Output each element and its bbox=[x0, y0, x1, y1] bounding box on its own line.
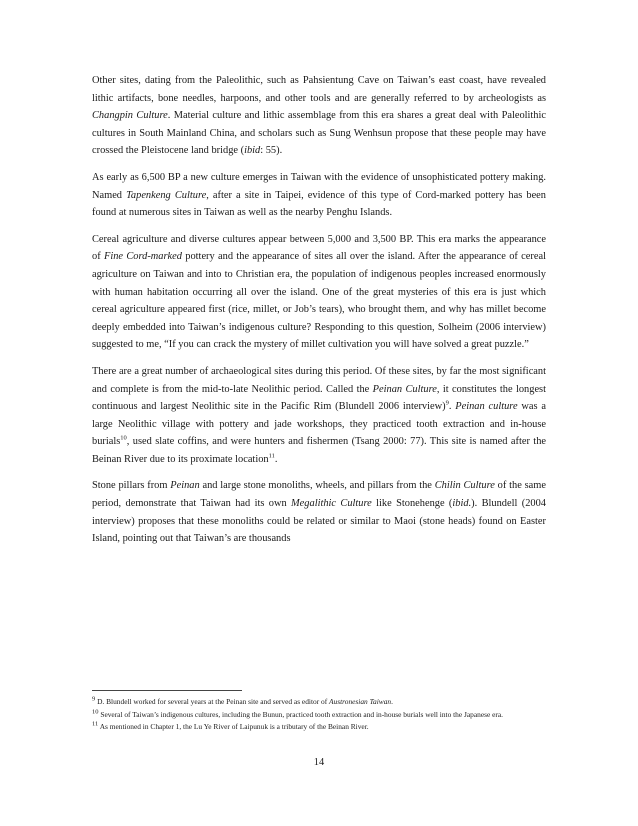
paragraph-4 bbox=[92, 363, 546, 469]
body-text bbox=[92, 72, 546, 557]
footnote-marker: 11 bbox=[92, 720, 99, 728]
italic-text: Fine Cord-marked bbox=[103, 251, 182, 263]
footnote-divider bbox=[92, 690, 242, 691]
paragraph-1 bbox=[92, 72, 546, 160]
italic-text: ibid. bbox=[452, 498, 472, 510]
text-run: . Material culture and lithic assemblage from this era shares a great deal with Paleolithic cultures in South Mainland China, and scholars such as Sung Wenhsun propose that these people may have crossed the Pleistocene land bridge ( bbox=[92, 110, 547, 157]
footnote-marker: 9 bbox=[92, 695, 96, 703]
text-run: . bbox=[274, 453, 278, 465]
footnote-marker: 9 bbox=[445, 399, 449, 407]
footnote-marker: 10 bbox=[92, 708, 99, 716]
footnote-11 bbox=[92, 721, 546, 733]
text-run: , it constitutes the longest continuous and largest Neolithic site in the Pacific Rim (Blundell 2006 interview) bbox=[92, 383, 546, 413]
italic-text: Peinan bbox=[170, 480, 200, 492]
text-run: ). Blundell (2004 interview) proposes that these monoliths could be related or similar to Maoi (stone heads) found on Easter Island, pointing out that Taiwan’s are thousands bbox=[92, 498, 546, 545]
italic-text: Tapenkeng Culture bbox=[126, 189, 207, 201]
italic-text: Changpin Culture bbox=[92, 110, 168, 122]
italic-text: Chilin Culture bbox=[434, 480, 495, 492]
text-run: of the same period, demonstrate that Taiwan had its own bbox=[92, 480, 546, 510]
text-run: There are a great number of archaeological sites during this period. Of these sites, by far the most significant and complete is from the mid-to-late Neolithic period. Called the bbox=[92, 365, 546, 395]
text-run: . bbox=[448, 401, 456, 413]
footnote-marker: 11 bbox=[268, 452, 275, 460]
paragraph-2 bbox=[92, 169, 546, 222]
text-run: like Stonehenge ( bbox=[371, 498, 453, 510]
text-run: : 55). bbox=[260, 145, 283, 157]
italic-text: Peinan culture bbox=[455, 401, 518, 413]
text-run: pottery and the appearance of sites all over the island. After the appearance of cereal agriculture on Taiwan and into to Christian era, the population of indigenous peoples increased enormously with human habitation occurring all over the island. One of the great mysteries of this era is just which cereal agriculture appeared first (rice, millet, or Job’s tears), who brought them, and why has millet become deeply embedded into Taiwan’s indigenous culture? Responding to this question, Solheim (2006 interview) suggested to me, “If you can crack the mystery of millet cultivation you will have solved a great puzzle.” bbox=[92, 251, 546, 351]
paragraph-3 bbox=[92, 231, 546, 354]
italic-text: ibid bbox=[244, 145, 261, 157]
text-run: As early as 6,500 BP a new culture emerges in Taiwan with the evidence of unsophisticated pottery making. Named bbox=[92, 171, 546, 201]
text-run: D. Blundell worked for several years at the Peinan site and served as editor of bbox=[95, 697, 330, 706]
text-run: and large stone monoliths, wheels, and pillars from the bbox=[199, 480, 435, 492]
footnote-marker: 10 bbox=[120, 434, 127, 442]
footnote-9 bbox=[92, 696, 546, 708]
footnotes bbox=[92, 696, 546, 734]
page-number: 14 bbox=[313, 757, 325, 768]
italic-text: Megalithic Culture bbox=[291, 498, 372, 510]
text-run: . bbox=[391, 697, 393, 706]
paragraph-5 bbox=[92, 477, 546, 547]
text-run: , used slate coffins, and were hunters and fishermen (Tsang 2000: 77). This site is named after the Beinan River due to its proximate location bbox=[92, 436, 546, 465]
footnote-10 bbox=[92, 709, 546, 721]
text-run: , after a site in Taipei, evidence of this type of Cord-marked pottery has been found at numerous sites in Taiwan as well as the nearby Penghu Islands. bbox=[92, 189, 546, 219]
text-run: was a large Neolithic village with pottery and jade workshops, they practiced tooth extraction and in-house burials bbox=[92, 401, 547, 448]
text-run: Stone pillars from bbox=[92, 480, 171, 492]
text-run: Several of Taiwan’s indigenous cultures, including the Bunun, practiced tooth extraction and in-house burials well into the Japanese era. bbox=[98, 709, 503, 719]
italic-text: Austronesian Taiwan bbox=[329, 697, 392, 706]
text-run: As mentioned in Chapter 1, the Lu Ye River of Laipunuk is a tributary of the Beinan River. bbox=[98, 722, 369, 731]
text-run: Cereal agriculture and diverse cultures appear between 5,000 and 3,500 BP. This era marks the appearance of bbox=[92, 233, 546, 263]
italic-text: Peinan Culture bbox=[372, 383, 437, 395]
text-run: Other sites, dating from the Paleolithic, such as Pahsientung Cave on Taiwan’s east coast, have revealed lithic artifacts, bone needles, harpoons, and other tools and are generally referred to by archeologists as bbox=[92, 75, 546, 104]
